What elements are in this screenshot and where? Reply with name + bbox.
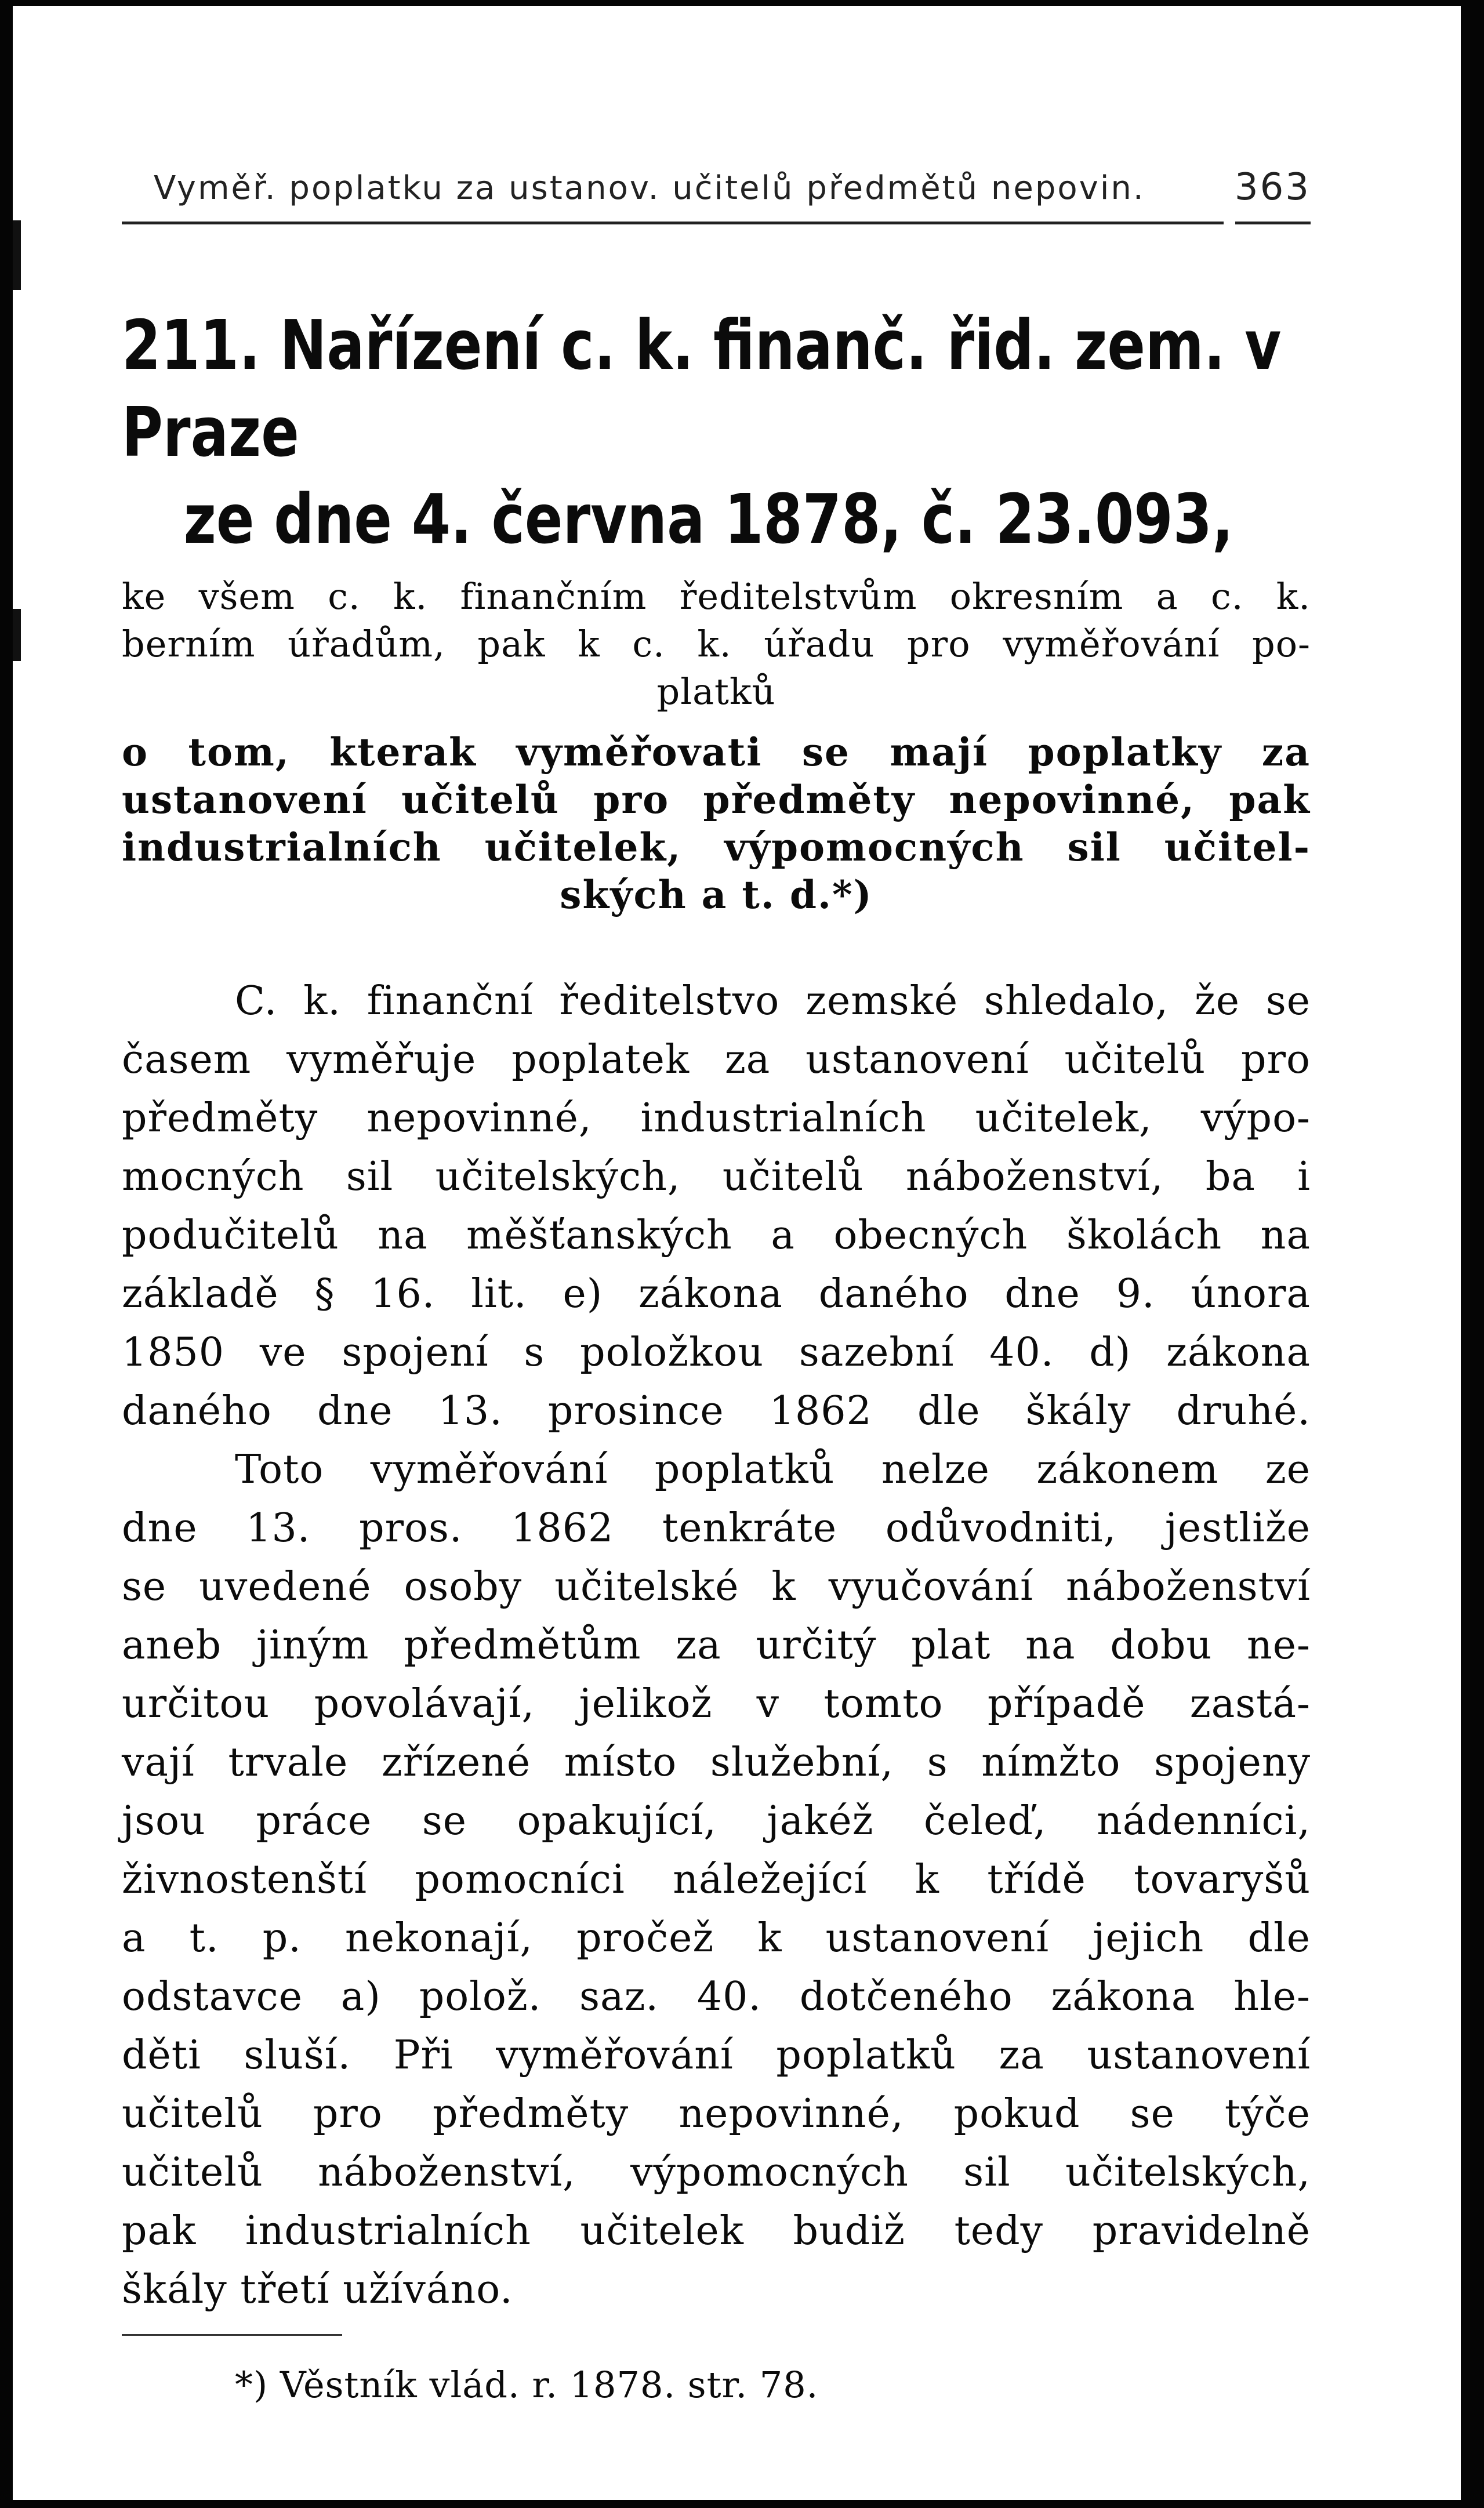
addressee-line: platků [656,670,776,713]
body-line: děti sluší. Při vyměřování poplatků za ustanovení [122,2032,1311,2078]
body-line: odstavce a) polož. saz. 40. dotčeného zákona hle- [122,1974,1311,2020]
body-line: předměty nepovinné, industrialních učitelek, výpo- [122,1095,1311,1141]
header-rule [122,222,1224,224]
addressee [122,573,1311,716]
book-page [122,157,1311,2406]
gutter-mark [13,609,21,661]
footnote: *) Věstník vlád. r. 1878. str. 78. [235,2364,819,2406]
footnote-rule [122,2334,342,2336]
body-line: Toto vyměřování poplatků nelze zákonem ze [235,1447,1311,1493]
body-line: se uvedené osoby učitelské k vyučování náboženství [122,1564,1311,1610]
addressee-line: ke všem c. k. finančním ředitelstvům okresním a c. k. [122,575,1311,618]
body-line: učitelů pro předměty nepovinné, pokud se týče [122,2091,1311,2137]
page-number: 363 [1234,166,1311,209]
subject [122,728,1311,919]
body-line: a t. p. nekonají, pročež k ustanovení jejich dle [122,1915,1311,1961]
body-line: učitelů náboženství, výpomocných sil učitelských, [122,2150,1311,2195]
body-line: podučitelů na měšťanských a obecných školách na [122,1213,1311,1258]
body-line: jsou práce se opakující, jakéž čeleď, nádenníci, [122,1798,1311,1844]
body-line: časem vyměřuje poplatek za ustanovení učitelů pro [122,1037,1311,1083]
addressee-line: berním úřadům, pak k c. k. úřadu pro vyměřování po- [122,623,1311,665]
body-line: vají trvale zřízené místo služební, s nímžto spojeny [122,1740,1311,1785]
heading-line-2: ze dne 4. června 1878, č. 23.093, [183,479,1233,559]
body-line: základě § 16. lit. e) zákona daného dne 9. února [122,1271,1311,1317]
body-line: aneb jiným předmětům za určitý plat na dobu ne- [122,1623,1311,1668]
heading-line-1: 211. Nařízení c. k. finanč. řid. zem. v Praze [122,305,1282,472]
body-line: živnostenští pomocníci náležející k třídě tovaryšů [122,1857,1311,1903]
body-line: C. k. finanční ředitelstvo zemské shledalo, že se [235,978,1311,1024]
body-line: škály třetí užíváno. [122,2267,513,2313]
body-line: mocných sil učitelských, učitelů náboženství, ba i [122,1154,1311,1200]
running-title: Vyměř. poplatku za ustanov. učitelů předmětů nepovin. [154,169,1145,207]
body-line: 1850 ve spojení s položkou sazební 40. d) zákona [122,1330,1311,1375]
gutter-mark [13,220,21,290]
subject-line: ských a t. d.*) [560,872,873,917]
subject-line: o tom, kterak vyměřovati se mají poplatky za [122,729,1311,775]
subject-line: industrialních učitelek, výpomocných sil učitel- [122,825,1311,870]
body-line: dne 13. pros. 1862 tenkráte odůvodniti, jestliže [122,1505,1311,1551]
body-text [122,972,1311,2319]
body-line: pak industrialních učitelek budiž tedy pravidelně [122,2208,1311,2254]
subject-line: ustanovení učitelů pro předměty nepovinné, pak [122,777,1311,822]
body-line: daného dne 13. prosince 1862 dle škály druhé. [122,1388,1311,1434]
running-head [122,157,1311,220]
header-rule [1235,222,1311,224]
body-line: určitou povolávají, jelikož v tomto případě zastá- [122,1681,1311,1727]
